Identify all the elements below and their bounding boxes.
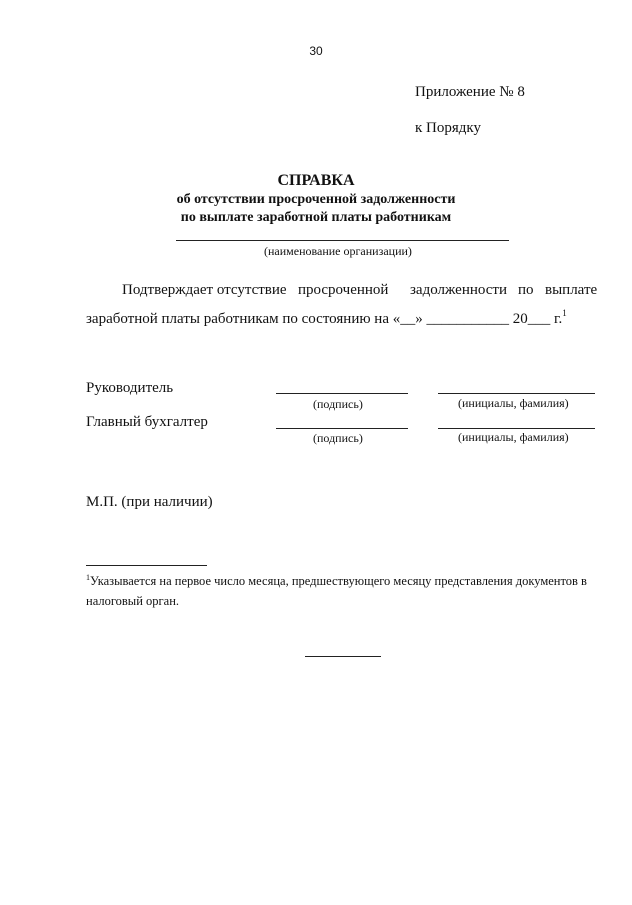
footnote-separator bbox=[86, 565, 207, 566]
accountant-signature-line bbox=[276, 428, 408, 429]
document-title: СПРАВКА bbox=[277, 172, 355, 189]
head-signature-line bbox=[276, 393, 408, 394]
head-label: Руководитель bbox=[86, 380, 174, 396]
appendix-reference: к Порядку bbox=[415, 120, 481, 136]
accountant-label: Главный бухгалтер bbox=[86, 414, 208, 430]
document-subtitle-line2: по выплате заработной платы работникам bbox=[180, 210, 452, 225]
head-initials-line bbox=[438, 393, 595, 394]
footnote-marker: 1 bbox=[86, 573, 90, 582]
footnote-text: Указывается на первое число месяца, предшествующего месяцу представления документов в налоговый орган. bbox=[86, 574, 587, 608]
accountant-initials-caption: (инициалы, фамилия) bbox=[458, 430, 569, 444]
page-number: 30 bbox=[309, 44, 323, 58]
accountant-signature-caption: (подпись) bbox=[313, 431, 363, 445]
body-line2-text: заработной платы работникам по состоянию на «__» ___________ 20___ г. bbox=[86, 311, 563, 327]
stamp-placeholder: М.П. (при наличии) bbox=[86, 494, 213, 510]
body-line1-part1: Подтверждает отсутствие bbox=[122, 282, 287, 298]
end-of-document-line bbox=[305, 656, 381, 657]
footnote bbox=[86, 572, 606, 610]
head-signature-caption: (подпись) bbox=[313, 397, 363, 411]
appendix-number: Приложение № 8 bbox=[415, 84, 525, 100]
body-line1-part5: выплате bbox=[545, 282, 598, 298]
body-line1-part2: просроченной bbox=[298, 282, 389, 298]
body-line1-part3: задолженности bbox=[410, 282, 507, 298]
body-line1-part4: по bbox=[518, 282, 534, 298]
accountant-initials-line bbox=[438, 428, 595, 429]
footnote-reference: 1 bbox=[562, 308, 567, 318]
organization-caption: (наименование организации) bbox=[264, 244, 412, 258]
head-initials-caption: (инициалы, фамилия) bbox=[458, 396, 569, 410]
body-line2 bbox=[86, 308, 567, 328]
organization-name-line bbox=[176, 240, 509, 241]
document-subtitle-line1: об отсутствии просроченной задолженности bbox=[176, 192, 456, 207]
